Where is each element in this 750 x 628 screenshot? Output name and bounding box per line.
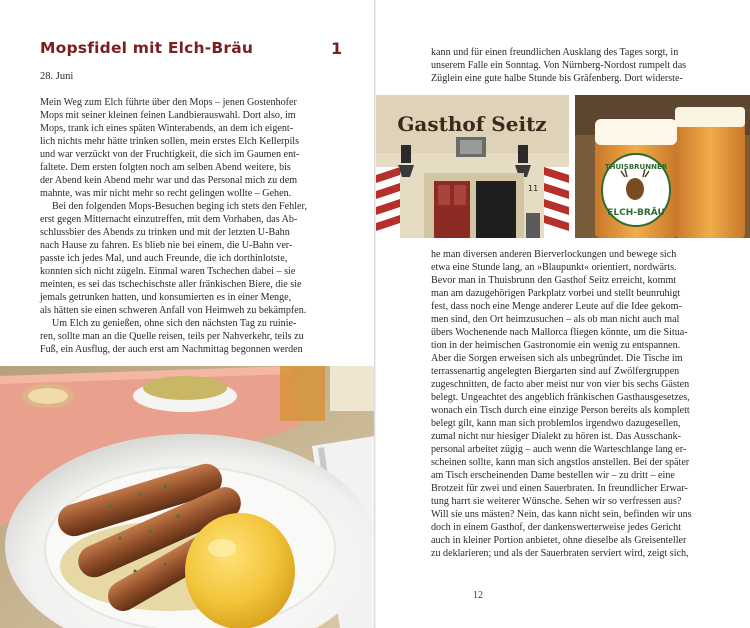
text-line: Mops, trank ich eines späten Winterabends, an dem ich eigent- xyxy=(40,123,294,134)
text-line: passte ich jedes Mal, und auch Freunde, die ich dorthinlotste, xyxy=(40,253,288,264)
text-line: schlussbier des Abends zu trinken und mit der letzten U-Bahn xyxy=(40,227,290,238)
text-line: der Abend kein Abend mehr war und das Personal mich zu dem xyxy=(40,175,298,186)
text-line: zu deklarieren; und als der Sauerbraten serviert wird, zeigt sich, xyxy=(431,548,689,559)
text-line: Züglein eine gute halbe Stunde bis Gräfenberg. Dort widerste- xyxy=(431,73,683,84)
text-line: doch in einem Gasthof, der dankenswerterweise jedes Gericht xyxy=(431,522,682,533)
text-line: unserem Falle ein Sonntag. Von Nürnberg-Nordost rumpelt das xyxy=(431,60,687,71)
text-line: und war verzückt von der Fruchtigkeit, die sich im Gaumen ent- xyxy=(40,149,300,160)
text-line: terrassenartig angelegten Biergarten sind auf Zwölfergruppen xyxy=(431,366,680,377)
text-line: auch in kleiner Portion anbietet, ohne dieselbe als Greisenteller xyxy=(431,535,687,546)
text-line: men sind, den Ort heimzusuchen – als ob man nicht auch mal xyxy=(431,314,680,325)
text-line: nach Hause zu fahren. Es blieb nie bei einem, die U-Bahn ver- xyxy=(40,240,293,251)
house-number: 11 xyxy=(528,184,539,193)
text-line: Will sie uns mästen? Nein, das kann nicht sein, befinden wir uns xyxy=(431,509,692,520)
text-line: Bei den folgenden Mops-Besuchen beging ich stets den Fehler, xyxy=(52,201,307,212)
text-line: übers Wochenende nach Mallorca fliegen könnte, um die Situa- xyxy=(431,327,688,338)
text-line: wonach ein Tisch durch eine einzige Person bereits als komplett xyxy=(431,405,690,416)
text-line: tung harrt sie weiterer Wünsche. Sehen wir so verfressen aus? xyxy=(431,496,682,507)
text-line: he man diversen anderen Bierverlockungen und bewege sich xyxy=(431,249,677,260)
text-line: man am dazugehörigen Parkplatz vorbei und stellt beunruhigt xyxy=(431,288,681,299)
text-line: am Tisch erscheinenden Dame bestellen wir – zu dritt – eine xyxy=(431,470,675,481)
text-line: personal arbeitet zügig – auch wenn die Warteschlange lang er- xyxy=(431,444,687,455)
text-line: erst gegen Mitternacht einzutreffen, mit dem Vorhaben, das Ab- xyxy=(40,214,298,225)
food-photo xyxy=(0,366,375,628)
text-line: Fuß, ein Ausflug, der auch erst am Nachmittag begonnen werden xyxy=(40,344,303,355)
gasthof-sign-text: Gasthof Seitz xyxy=(397,112,547,136)
text-line: konnten sich nicht zügeln. Einmal waren Tschechen dabei – sie xyxy=(40,266,296,277)
text-line: tion in der heimischen Gastronomie ein wenig zu entspannen. xyxy=(431,340,681,351)
chapter-date: 28. Juni xyxy=(40,71,74,82)
chapter-title: Mopsfidel mit Elch-Bräu xyxy=(40,39,254,57)
text-line: jemals getrunken hatten, und konsumierten es in einer Menge, xyxy=(40,292,292,303)
text-line: belegt. Ungeachtet des angeblich fränkischen Gasthausgesetzes, xyxy=(431,392,690,403)
text-line: scheinen sollte, kann man sich angstlos anstellen. Bei der später xyxy=(431,457,690,468)
text-line: ren, sollte man an die Quelle reisen, teils per Nahverkehr, teils zu xyxy=(40,331,304,342)
text-line: Bevor man in Thuisbrunn den Gasthof Seitz erreicht, kommt xyxy=(431,275,677,286)
text-line: Mein Weg zum Elch führte über den Mops – jenen Gostenhofer xyxy=(40,97,297,108)
text-line: kann und für einen freundlichen Ausklang des Tages sorgt, in xyxy=(431,47,679,58)
text-line: Um Elch zu genießen, ohne sich den nächsten Tag zu ruinie- xyxy=(52,318,297,329)
text-line: belegt gilt, kann man sich problemlos irgendwo dazugesellen, xyxy=(431,418,681,429)
text-line: meinten, es sei das tschechischste aller fränkischen Biere, die sie xyxy=(40,279,302,290)
glass-label-bottom: ELCH-BRÄU xyxy=(607,208,665,218)
text-line: Aber die Sorgen erweisen sich als unbegründet. Die Tische im xyxy=(431,353,683,364)
text-line: faltete. Dem ersten folgten noch am selben Abend weitere, bis xyxy=(40,162,291,173)
glass-label-top: THUISBRUNNER xyxy=(604,163,668,171)
right-body-text-top xyxy=(431,46,723,85)
gasthof-seitz-photo xyxy=(376,95,569,238)
text-line: Mops mit seiner kleinen feinen Landbierauswahl. Dort also, im xyxy=(40,110,296,121)
right-body-text xyxy=(431,248,723,560)
text-line: zumal nicht nur hiesiger Dialekt zu hören ist. Das Ausschank- xyxy=(431,431,682,442)
chapter-number: 1 xyxy=(331,39,343,58)
page-number: 12 xyxy=(473,590,483,601)
left-body-text xyxy=(40,96,340,356)
elch-braeu-beer-photo xyxy=(575,95,750,238)
text-line: als hätten sie einen schweren Anfall von Heimweh zu bekämpfen. xyxy=(40,305,307,316)
text-line: mahnte, was mir nicht mehr so recht gelingen wollte – Gehen. xyxy=(40,188,292,199)
text-line: Brotzeit für zwei und einen Sauerbraten. In freundlicher Erwar- xyxy=(431,483,688,494)
text-line: fest, dass noch eine Menge anderer Leute auf die Idee gekom- xyxy=(431,301,682,312)
text-line: lich nichts mehr hätte trinken sollen, mein erstes Elch Kellerpils xyxy=(40,136,300,147)
text-line: etwa eine Stunde lang, an »Blaupunkt« orientiert, nordwärts. xyxy=(431,262,677,273)
text-line: zugeschnitten, de facto aber meist nur von vier bis sechs Gästen xyxy=(431,379,690,390)
